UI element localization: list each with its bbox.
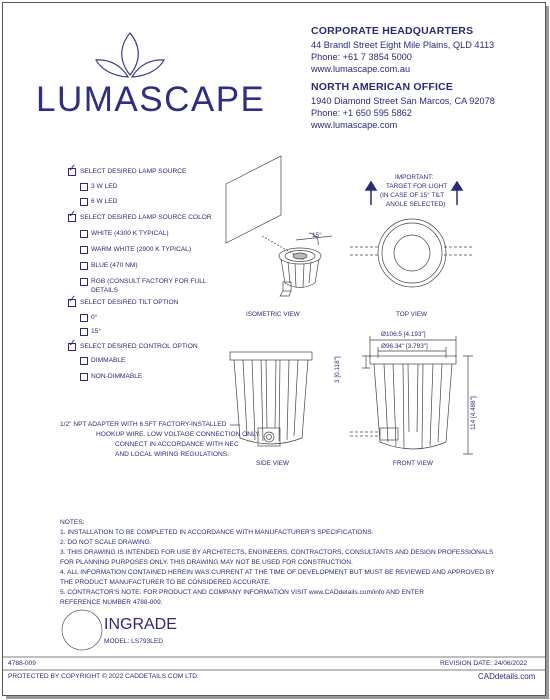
company-logo-text: LUMASCAPE xyxy=(36,80,266,119)
office-2-web-link[interactable]: www.lumascape.com xyxy=(311,120,398,130)
note-line: 2. DO NOT SCALE DRAWING. xyxy=(60,539,152,546)
check-mark-icon: ✓ xyxy=(68,294,77,305)
checkbox-blue[interactable] xyxy=(80,262,88,270)
product-model: MODEL: LS793LED xyxy=(104,638,164,645)
option-warm-white: WARM WHITE (2900 K TYPICAL) xyxy=(91,246,192,253)
front-view-label: FRONT VIEW xyxy=(393,460,434,467)
option-blue: BLUE (470 NM) xyxy=(91,262,138,269)
check-mark-icon: ✓ xyxy=(68,163,77,174)
check-mark-icon: ✓ xyxy=(68,209,77,220)
option-6w-led: 6 W LED xyxy=(91,198,118,205)
tilt-angle-label: 15° xyxy=(312,232,322,239)
check-mark-icon: ✓ xyxy=(68,338,77,349)
dimension-rim: 3 [0.118"] xyxy=(334,356,341,383)
note-line: 5. CONTRACTOR'S NOTE: FOR PRODUCT AND COMPANY INFORMATION VISIT www.CADdetails.com/info AND ENTER xyxy=(60,589,424,596)
top-view-label: TOP VIEW xyxy=(396,311,428,318)
adapter-note-line-2: HOOKUP WIRE. LOW VOLTAGE CONNECTION ONLY. xyxy=(96,431,261,438)
option-non-dimmable: NON-DIMMABLE xyxy=(91,373,143,380)
drawing-reference: 4788-009 xyxy=(8,660,36,667)
note-line: 3. THIS DRAWING IS INTENDED FOR USE BY ARCHITECTS, ENGINEERS, CONTRACTORS, CONSULTANTS AND DESIGN PROFESSIONALS xyxy=(60,549,494,556)
checkbox-3w-led[interactable] xyxy=(80,183,88,191)
product-title: INGRADE xyxy=(104,616,177,633)
office-2-phone: Phone: +1 650 595 5862 xyxy=(311,108,412,118)
notes-title: NOTES: xyxy=(60,519,85,526)
checkbox-tilt-15[interactable] xyxy=(80,328,88,336)
important-line-3: ANGLE SELECTED) xyxy=(386,201,446,208)
office-2-address: 1940 Diamond Street San Marcos, CA 92078 xyxy=(311,96,495,106)
isometric-view-drawing xyxy=(226,156,332,296)
checkbox-rgb[interactable] xyxy=(80,278,88,286)
option-white: WHITE (4300 K TYPICAL) xyxy=(91,230,169,237)
option-title-lamp-source: SELECT DESIRED LAMP SOURCE xyxy=(80,168,187,175)
front-view-drawing xyxy=(350,336,473,454)
dimension-outer-diameter: Ø106.5 [4.193"] xyxy=(381,331,426,338)
dimension-inner-diameter: Ø96.34" [3.793"] xyxy=(381,343,428,350)
option-title-control: SELECT DESIRED CONTROL OPTION xyxy=(80,343,198,350)
checkbox-tilt-0[interactable] xyxy=(80,314,88,322)
adapter-note-line-1: 1/2" NPT ADAPTER WITH 6.5FT FACTORY-INSTALLED xyxy=(60,421,227,428)
important-line-2: (IN CASE OF 15° TILT xyxy=(380,192,445,199)
checkbox-non-dimmable[interactable] xyxy=(80,373,88,381)
adapter-note-line-4: AND LOCAL WIRING REGULATIONS. xyxy=(115,451,229,458)
note-line: THE PRODUCT MANUFACTURER TO BE CONSIDERED ACCURATE. xyxy=(60,579,271,586)
top-view-drawing xyxy=(350,219,472,287)
option-title-tilt: SELECT DESIRED TILT OPTION xyxy=(80,299,179,306)
checkbox-6w-led[interactable] xyxy=(80,198,88,206)
dimension-height: 114 [4.488"] xyxy=(470,396,477,430)
copyright-notice: PROTECTED BY COPYRIGHT © 2022 CADDETAILS.COM LTD. xyxy=(8,673,199,680)
caddetails-link[interactable]: CADdetails.com xyxy=(478,672,536,681)
revision-date: REVISION DATE: 24/06/2022 xyxy=(440,660,528,667)
office-2-title: NORTH AMERICAN OFFICE xyxy=(311,81,454,93)
option-rgb: RGB (CONSULT FACTORY FOR FULL xyxy=(91,278,207,285)
option-3w-led: 3 W LED xyxy=(91,183,118,190)
note-line: 4. ALL INFORMATION CONTAINED HEREIN WAS CURRENT AT THE TIME OF DEVELOPMENT BUT MUST BE REVIEWED AND APPROVED BY xyxy=(60,569,495,576)
note-line: REFERENCE NUMBER 4788-009. xyxy=(60,599,163,606)
option-rgb-cont: DETAILS xyxy=(91,287,118,294)
note-line: 1. INSTALLATION TO BE COMPLETED IN ACCORDANCE WITH MANUFACTURER'S SPECIFICATIONS. xyxy=(60,529,374,536)
important-line-1: TARGET FOR LIGHT xyxy=(386,183,448,190)
logo-leaf-icon xyxy=(96,33,164,77)
office-1-address: 44 Brandl Street Eight Mile Plains, QLD 4113 xyxy=(311,40,495,50)
office-1-web-link[interactable]: www.lumascape.com.au xyxy=(311,64,411,74)
option-dimmable: DIMMABLE xyxy=(91,357,126,364)
option-title-lamp-color: SELECT DESIRED LAMP SOURCE COLOR xyxy=(80,214,212,221)
office-1-title: CORPORATE HEADQUARTERS xyxy=(311,25,474,37)
option-tilt-0: 0° xyxy=(91,314,98,321)
important-label: IMPORTANT: xyxy=(395,174,434,181)
option-tilt-15: 15° xyxy=(91,328,101,335)
checkbox-white[interactable] xyxy=(80,230,88,238)
adapter-note-line-3: CONNECT IN ACCORDANCE WITH NEC xyxy=(115,441,239,448)
isometric-view-label: ISOMETRIC VIEW xyxy=(246,311,300,318)
checkbox-warm-white[interactable] xyxy=(80,246,88,254)
side-view-label: SIDE VIEW xyxy=(256,460,290,467)
office-1-phone: Phone: +61 7 3854 5000 xyxy=(311,52,412,62)
note-line: FOR PLANNING PURPOSES ONLY. THIS DRAWING MAY NOT BE USED FOR CONSTRUCTION. xyxy=(60,559,353,566)
checkbox-dimmable[interactable] xyxy=(80,357,88,365)
